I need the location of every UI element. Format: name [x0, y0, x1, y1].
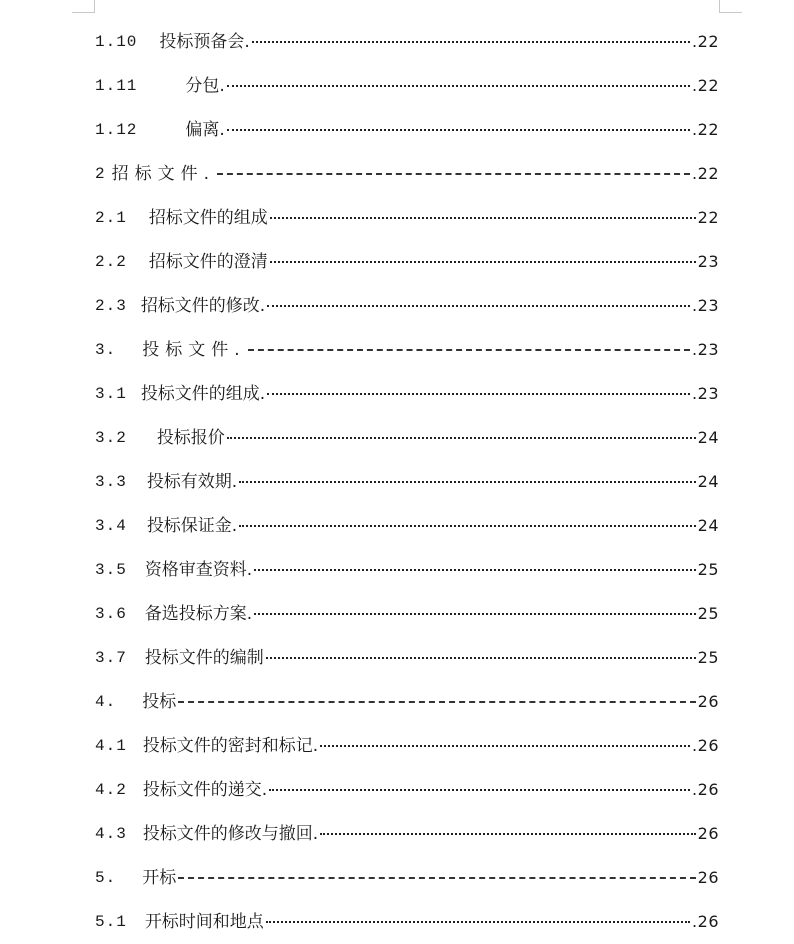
toc-dot-leader	[269, 768, 690, 812]
toc-dot-leader	[266, 900, 690, 944]
toc-entry-number: 5.1	[95, 913, 127, 931]
toc-entry-number: 5.	[95, 869, 117, 887]
toc-dot-leader	[239, 460, 695, 504]
toc-dot-leader	[254, 548, 695, 592]
toc-entry-number: 1.12	[95, 121, 138, 139]
toc-entry-page-number: .22	[692, 76, 719, 95]
toc-entry-number: 4.1	[95, 737, 127, 755]
toc-entry[interactable]	[95, 240, 719, 284]
toc-entry-page-number: .26	[692, 780, 719, 799]
toc-entry-title: 投标文件的组成.	[140, 384, 266, 404]
toc-entry[interactable]	[95, 108, 719, 152]
toc-dot-leader	[178, 856, 695, 900]
toc-entry-page-number: 25	[697, 648, 719, 667]
toc-entry-page-number: .26	[692, 912, 719, 931]
toc-dot-leader	[270, 196, 696, 240]
toc-entry[interactable]	[95, 328, 719, 372]
toc-entry-title: 招标文件的组成	[148, 208, 268, 228]
toc-entry-number: 3.1	[95, 385, 127, 403]
toc-entry[interactable]	[95, 504, 719, 548]
toc-entry-page-number: .22	[692, 164, 719, 183]
toc-entry-title: 投标报价	[156, 428, 225, 448]
toc-entry-title: 开标	[142, 868, 177, 888]
toc-entry-number: 3.3	[95, 473, 127, 491]
toc-entry-number: 2	[95, 165, 106, 183]
toc-entry[interactable]	[95, 812, 719, 856]
toc-entry-number: 2.3	[95, 297, 127, 315]
toc-entry[interactable]	[95, 152, 719, 196]
toc-entry[interactable]	[95, 372, 719, 416]
toc-entry[interactable]	[95, 636, 719, 680]
toc-entry-number: 4.2	[95, 781, 127, 799]
toc-dot-leader	[252, 20, 690, 64]
toc-entry[interactable]	[95, 20, 719, 64]
toc-entry[interactable]	[95, 592, 719, 636]
toc-entry-number: 3.6	[95, 605, 127, 623]
toc-entry[interactable]	[95, 768, 719, 812]
toc-entry-page-number: .23	[692, 296, 719, 315]
toc-dot-leader	[320, 724, 690, 768]
toc-entry-page-number: 24	[697, 472, 719, 491]
toc-entry-page-number: .26	[692, 736, 719, 755]
toc-entry-title: 投标文件的递交.	[142, 780, 268, 800]
table-of-contents	[95, 20, 719, 944]
toc-dot-leader	[267, 372, 690, 416]
toc-entry-number: 3.5	[95, 561, 127, 579]
toc-entry[interactable]	[95, 196, 719, 240]
toc-entry[interactable]	[95, 724, 719, 768]
toc-entry-page-number: 22	[697, 208, 719, 227]
toc-entry-title: 投标有效期.	[146, 472, 238, 492]
toc-dot-leader	[227, 416, 696, 460]
toc-entry-page-number: .23	[692, 384, 719, 403]
toc-entry[interactable]	[95, 416, 719, 460]
toc-dot-leader	[227, 64, 690, 108]
toc-entry-title: 偏离.	[185, 120, 225, 140]
toc-dot-leader	[248, 328, 690, 372]
toc-entry-title: 招标文件的修改.	[140, 296, 266, 316]
toc-dot-leader	[266, 636, 696, 680]
toc-entry[interactable]	[95, 856, 719, 900]
toc-entry-number: 3.7	[95, 649, 127, 667]
toc-dot-leader	[267, 284, 690, 328]
toc-entry-title: 投标预备会.	[159, 32, 250, 52]
toc-entry-title: 招标文件.	[111, 164, 216, 184]
toc-entry-page-number: 23	[697, 252, 719, 271]
toc-entry[interactable]	[95, 64, 719, 108]
toc-entry-page-number: .23	[692, 340, 719, 359]
toc-entry-number: 4.3	[95, 825, 127, 843]
toc-entry-number: 2.2	[95, 253, 127, 271]
toc-entry-number: 3.2	[95, 429, 127, 447]
toc-entry-title: 投标文件的修改与撤回.	[142, 824, 319, 844]
toc-entry-title: 投标文件的编制	[144, 648, 264, 668]
page-corner-right-marker	[719, 0, 742, 13]
toc-entry-title: 投标文件的密封和标记.	[142, 736, 319, 756]
toc-entry-page-number: .22	[692, 120, 719, 139]
page-corner-left-marker	[72, 0, 95, 13]
toc-entry-page-number: 24	[697, 428, 719, 447]
toc-entry[interactable]	[95, 284, 719, 328]
toc-entry-title: 招标文件的澄清	[148, 252, 268, 272]
toc-entry-page-number: 26	[697, 824, 719, 843]
toc-entry-title: 备选投标方案.	[144, 604, 253, 624]
toc-dot-leader	[239, 504, 695, 548]
toc-entry-page-number: .22	[692, 32, 719, 51]
toc-entry[interactable]	[95, 680, 719, 724]
toc-entry[interactable]	[95, 548, 719, 592]
toc-entry-title: 资格审查资料.	[144, 560, 253, 580]
toc-entry-title: 投标文件.	[142, 340, 246, 360]
toc-entry-title: 分包.	[185, 76, 225, 96]
toc-entry-page-number: 26	[697, 692, 719, 711]
toc-dot-leader	[217, 152, 690, 196]
toc-entry-number: 1.10	[95, 33, 138, 51]
toc-entry-title: 投标保证金.	[146, 516, 238, 536]
toc-entry-page-number: 26	[697, 868, 719, 887]
toc-entry-page-number: 24	[697, 516, 719, 535]
toc-entry-title: 开标时间和地点	[144, 912, 264, 932]
toc-entry-number: 3.	[95, 341, 117, 359]
toc-entry-title: 投标	[142, 692, 177, 712]
toc-entry-number: 1.11	[95, 77, 138, 95]
toc-dot-leader	[320, 812, 695, 856]
toc-entry-number: 3.4	[95, 517, 127, 535]
toc-dot-leader	[227, 108, 690, 152]
toc-dot-leader	[270, 240, 696, 284]
toc-entry-page-number: 25	[697, 604, 719, 623]
toc-entry-number: 2.1	[95, 209, 127, 227]
toc-dot-leader	[254, 592, 695, 636]
toc-entry[interactable]	[95, 900, 719, 944]
toc-entry[interactable]	[95, 460, 719, 504]
toc-dot-leader	[178, 680, 695, 724]
toc-entry-number: 4.	[95, 693, 117, 711]
toc-entry-page-number: 25	[697, 560, 719, 579]
